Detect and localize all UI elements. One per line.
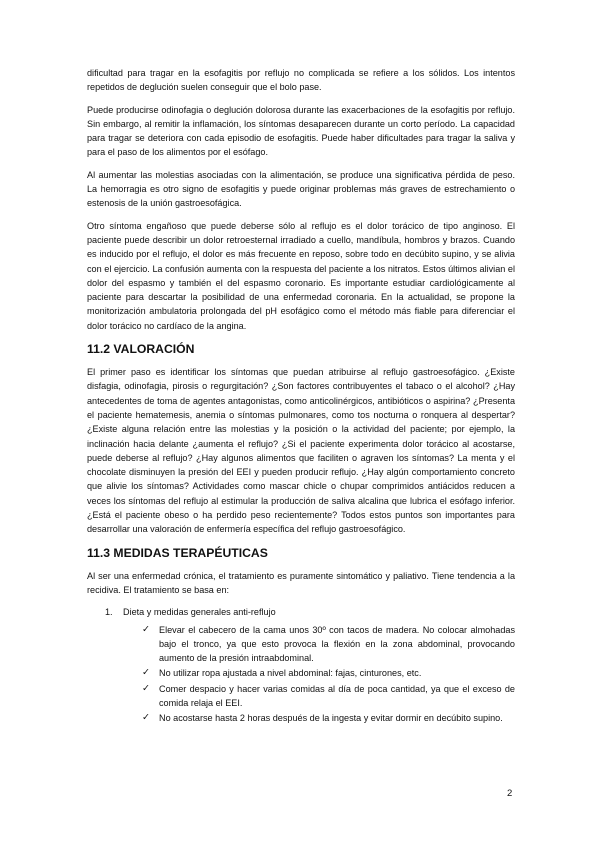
paragraph-perdida-peso: Al aumentar las molestias asociadas con la alimentación, se produce una significativa pérdida de peso. La hemorragia es otro signo de esofagitis y puede originar problemas más graves de estrechamiento o estenosis de la unión gastroesofágica. [87, 169, 515, 209]
page-content [87, 66, 515, 727]
checklist-item-text: Comer despacio y hacer varias comidas al día de poca cantidad, ya que el exceso de comida relaja el EEI. [159, 683, 515, 708]
checklist-item-text: No acostarse hasta 2 horas después de la ingesta y evitar dormir en decúbito supino. [159, 713, 503, 724]
numbered-list [87, 605, 515, 725]
checklist-item-text: No utilizar ropa ajustada a nivel abdominal: fajas, cinturones, etc. [159, 668, 422, 679]
list-number: 1. [105, 607, 113, 618]
check-icon: ✓ [142, 682, 150, 694]
check-icon: ✓ [142, 667, 150, 679]
checklist-item-text: Elevar el cabecero de la cama unos 30º con tacos de madera. No colocar almohadas bajo el tronco, ya que esto provoca la flexión en la zona abdominal, provocando aumento de la presión intraabdominal. [159, 624, 515, 664]
checklist-item [87, 682, 515, 711]
list-item-title-text: Dieta y medidas generales anti-reflujo [123, 607, 276, 618]
checklist [87, 623, 515, 726]
checklist-item [87, 711, 515, 725]
page-number: 2 [507, 788, 513, 799]
check-icon: ✓ [142, 712, 150, 724]
paragraph-dolor-toracico: Otro síntoma engañoso que puede deberse sólo al reflujo es el dolor torácico de tipo anginoso. El paciente puede describir un dolor retroesternal irradiado a cuello, mandíbula, hombros y brazos. Cuando es inducido por el reflujo, el dolor es más frecuente en reposo, sobre todo en decúbito supino, y se alivia con el ejercicio. La confusión aumenta con la respuesta del paciente a los nitratos. Estos últimos alivian el dolor del espasmo y también el del espasmo coronario. Es importante estudiar cardiológicamente al paciente para descartar la posibilidad de una enfermedad coronaria. En la actualidad, se propone la monitorización ambulatoria prolongada del pH esofágico como el método más fiable para diferenciar el dolor torácico no cardíaco de la angina. [87, 220, 515, 331]
check-icon: ✓ [142, 623, 150, 635]
paragraph-valoracion: El primer paso es identificar los síntomas que puedan atribuirse al reflujo gastroesofágico. ¿Existe disfagia, odinofagia, pirosis o regurgitación? ¿Son factores contribuyentes el tabaco o el alcohol? ¿Hay antecedentes de toma de agentes antagonistas, como anticolinérgicos, antibióticos o aspirina? ¿Presenta el paciente hematemesis, anemia o síntomas pulmonares, como tos nocturna o ronquera al despertar? ¿Existe alguna relación entre las molestias y la posición o la actividad del paciente; por ejemplo, la inclinación hacia delante ¿aumenta el reflujo? ¿Si el paciente experimenta dolor torácico al acostarse, puede deberse al reflujo? ¿Hay algunos alimentos que faciliten o agraven los síntomas? La menta y el chocolate disminuyen la presión del EEI y pueden producir reflujo. ¿Hay algún comportamiento concreto que alivie los síntomas? Actividades como mascar chicle o chupar comprimidos antiácidos reducen a veces los síntomas del reflujo al estimular la producción de saliva alcalina que lubrica el esófago inferior. ¿Está el paciente obeso o ha perdido peso recientemente? Todos estos puntos son importantes para desarrollar una valoración de enfermería específica del reflujo gastroesofágico. [87, 367, 515, 535]
checklist-item [87, 623, 515, 666]
section-title-valoracion: 11.2 VALORACIÓN [87, 342, 195, 357]
paragraph-odinofagia: Puede producirse odinofagia o deglución dolorosa durante las exacerbaciones de la esofagitis por reflujo. Sin embargo, al remitir la inflamación, los síntomas desaparecen durante un corto período. La capacidad para tragar se deteriora con cada episodio de esofagitis. Puede haber dificultades para tragar la saliva y para el paso de los alimentos por el esófago. [87, 104, 515, 158]
list-item-dieta [87, 605, 515, 619]
section-title-medidas: 11.3 MEDIDAS TERAPÉUTICAS [87, 545, 268, 560]
checklist-item [87, 666, 515, 680]
paragraph-medidas-intro: Al ser una enfermedad crónica, el tratamiento es puramente sintomático y paliativo. Tiene tendencia a la recidiva. El tratamiento se basa en: [87, 570, 515, 595]
paragraph-disfagia: dificultad para tragar en la esofagitis por reflujo no complicada se refiere a los sólidos. Los intentos repetidos de deglución suelen conseguir que el bolo pase. [87, 68, 515, 93]
